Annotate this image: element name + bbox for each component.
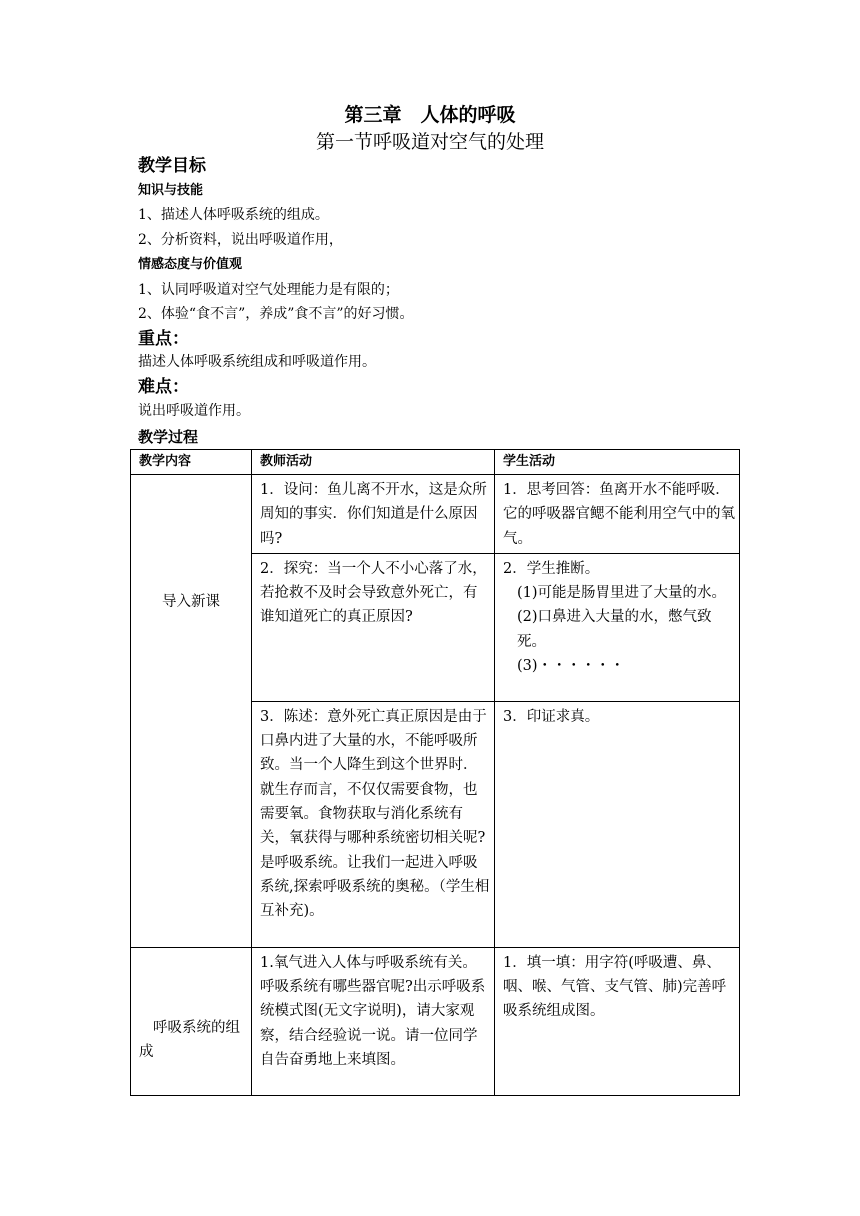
student-activity-cell [495, 553, 740, 701]
teacher-activity-cell: 2．探究：当一个人不小心落了水，若抢救不及时会导致意外死亡，有谁知道死亡的真正原因? [252, 553, 495, 701]
section-title: 第一节呼吸道对空气的处理 [315, 131, 544, 153]
attitude-item: 1、认同呼吸道对空气处理能力是有限的； [138, 282, 399, 298]
key-point-heading: 重点： [138, 329, 189, 349]
difficulty-heading: 难点： [138, 377, 189, 397]
teacher-activity-cell: 3．陈述：意外死亡真正原因是由于口鼻内进了大量的水，不能呼吸所致。当一个人降生到这个世界时．就生存而言，不仅仅需要食物，也需要氧。食物获取与消化系统有关，氧获得与哪种系统密切相关呢?是呼吸系统。让我们一起进入呼吸系统,探索呼吸系统的奥秘。（学生相互补充)。 [252, 701, 495, 947]
table-row [131, 947, 740, 1095]
chapter-title: 第三章 人体的呼吸 [344, 104, 516, 126]
header-cell: 教师活动 [252, 450, 495, 475]
student-activity-line: 3．印证求真。 [503, 708, 600, 725]
difficulty-text: 说出呼吸道作用。 [138, 403, 250, 419]
table-row [131, 475, 740, 554]
knowledge-item: 1、描述人体呼吸系统的组成。 [138, 207, 329, 223]
student-activity-line: (2)口鼻进入大量的水，憋气致死。 [517, 609, 712, 650]
knowledge-item: 2、分析资料，说出呼吸道作用， [138, 232, 343, 248]
student-activity-cell [495, 475, 740, 554]
section-cell: 导入新课 [131, 475, 252, 948]
objectives-heading: 教学目标 [138, 156, 206, 176]
student-activity-line: 1．思考回答：鱼离开水不能呼吸．它的呼吸器官鳃不能利用空气中的氧气。 [503, 482, 735, 547]
student-activity-line: (3)・・・・・・ [517, 658, 625, 675]
section-cell [131, 947, 252, 1095]
teacher-activity-cell: 1．设问：鱼儿离不开水，这是众所周知的事实．你们知道是什么原因吗? [252, 475, 495, 554]
student-activity-line: 1．填一填：用字符(呼吸遭、鼻、咽、喉、气管、支气管、肺)完善呼吸系统组成图。 [503, 954, 727, 1020]
header-cell: 教学内容 [131, 450, 252, 475]
student-activity-cell [495, 947, 740, 1095]
table-header-row [131, 450, 740, 475]
header-cell: 学生活动 [495, 450, 740, 475]
attitude-item: 2、体验“食不言”，养成”食不言”的好习惯。 [138, 306, 414, 322]
lesson-table [130, 449, 740, 1096]
attitude-heading: 情感态度与价值观 [138, 257, 243, 272]
student-activity-line: (1)可能是肠胃里进了大量的水。 [517, 585, 727, 602]
student-activity-line: 2．学生推断。 [503, 560, 600, 577]
knowledge-heading: 知识与技能 [138, 183, 204, 198]
teacher-activity-cell: 1.氧气进入人体与呼吸系统有关。呼吸系统有哪些器官呢?出示呼吸系统模式图(无文字说明)，请大家观察，结合经验说一说。请一位同学自告奋勇地上来填图。 [252, 947, 495, 1095]
key-point-text: 描述人体呼吸系统组成和呼吸道作用。 [138, 354, 376, 370]
student-activity-cell [495, 701, 740, 947]
section-label: 呼吸系统的组成 [139, 1020, 240, 1061]
process-heading: 教学过程 [138, 428, 199, 446]
